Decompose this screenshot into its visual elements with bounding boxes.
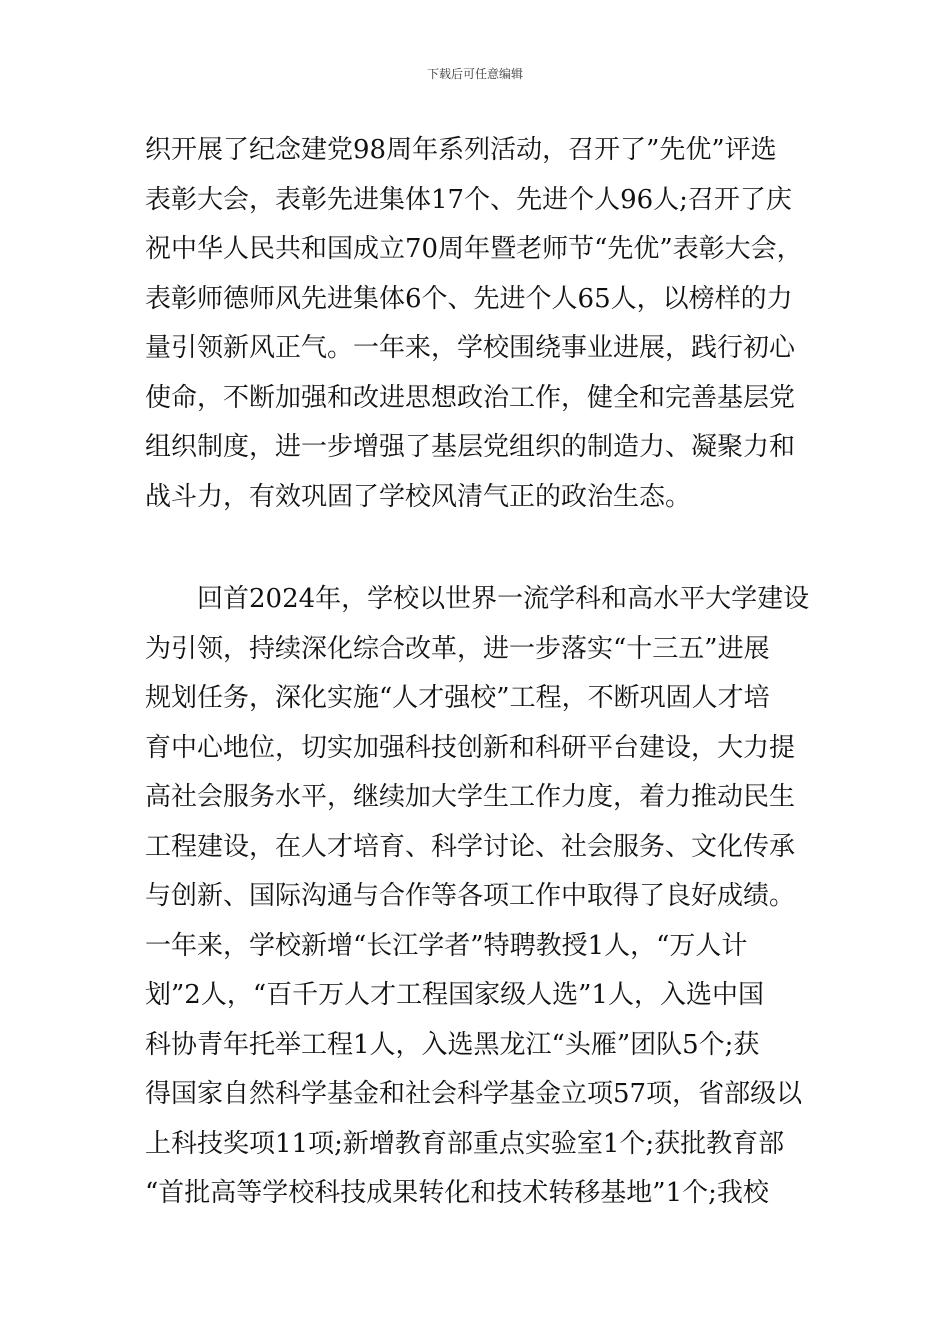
text-line: 得国家自然科学基金和社会科学基金立项57项，省部级以 [145,1079,803,1109]
text-line: 表彰大会，表彰先进集体17个、先进个人96人;召开了庆 [145,184,792,215]
text-line: 战斗力，有效巩固了学校风清气正的政治生态。 [145,481,692,512]
page-header: 下载后可任意编辑 [426,67,523,81]
paragraph-1 [145,126,845,522]
paragraph-2 [145,575,845,1219]
text-line: 为引领，持续深化综合改革，进一步落实“十三五”进展 [145,633,770,664]
text-line: 组织制度，进一步增强了基层党组织的制造力、凝聚力和 [145,432,796,462]
text-line: 织开展了纪念建党98周年系列活动，召开了”先优”评选 [145,135,777,165]
text-line: 划”2人，“百千万人才工程国家级人选”1人，入选中国 [145,980,764,1010]
text-line: 工程建设，在人才培育、科学讨论、社会服务、文化传承 [145,831,796,862]
text-line: 育中心地位，切实加强科技创新和科研平台建设，大力提 [145,732,796,763]
text-line: 使命，不断加强和改进思想政治工作，健全和完善基层党 [145,382,796,413]
text-line: 祝中华人民共和国成立70周年暨老师节“先优”表彰大会， [145,234,803,264]
text-line: 与创新、国际沟通与合作等各项工作中取得了良好成绩。 [145,881,796,911]
text-line: 回首2024年，学校以世界一流学科和高水平大学建设 [145,584,810,614]
text-line: 规划任务，深化实施“人才强校”工程，不断巩固人才培 [145,683,770,713]
text-line: 表彰师德师风先进集体6个、先进个人65人，以榜样的力 [145,283,793,314]
text-line: 高社会服务水平，继续加大学生工作力度，着力推动民生 [145,782,796,812]
text-line: 上科技奖项11项;新增教育部重点实验室1个;获批教育部 [145,1128,785,1159]
text-line: 量引领新风正气。一年来，学校围绕事业进展，践行初心 [145,333,796,363]
text-line: 一年来，学校新增“长江学者”特聘教授1人，“万人计 [145,930,748,961]
text-line: 科协青年托举工程1人，入选黑龙江“头雁”团队5个;获 [145,1029,760,1060]
text-line: “首批高等学校科技成果转化和技术转移基地”1个;我校 [145,1178,769,1208]
